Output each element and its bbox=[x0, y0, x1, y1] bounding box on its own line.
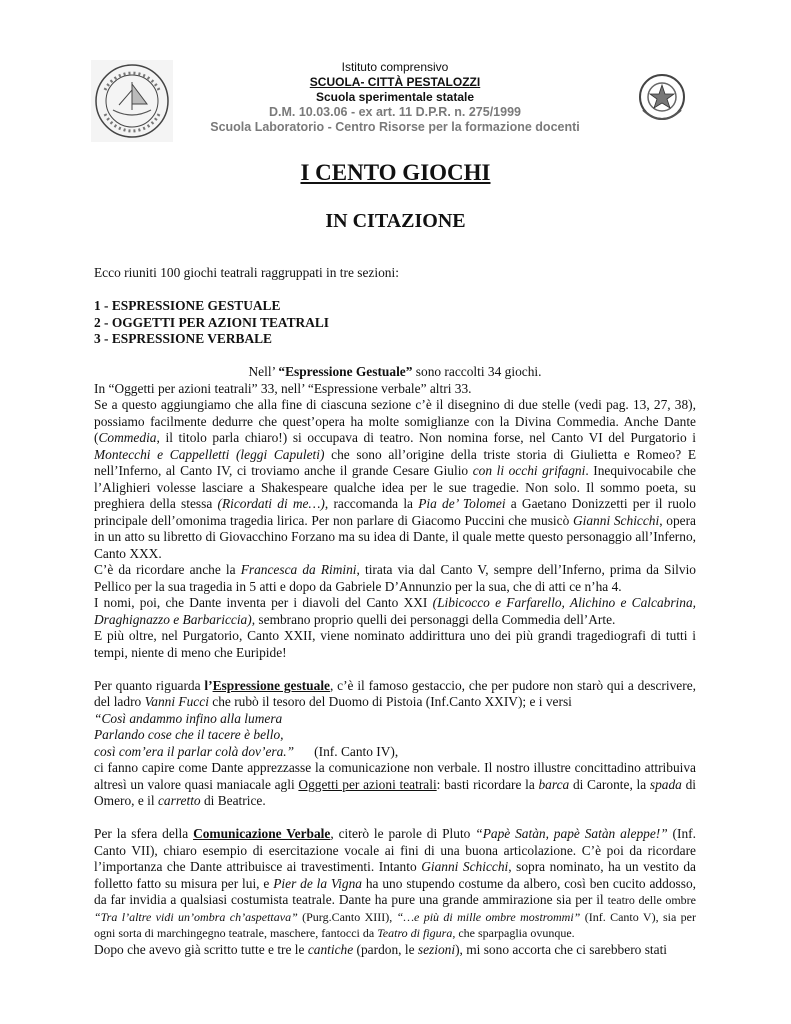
paragraph-devils: I nomi, poi, che Dante inventa per i diavoli del Canto XXI (Libicocco e Farfarello, Alichino e Calcabrina, Draghignazzo e Barbariccia), sembrano proprio quelli dei personaggi della Commedia dell’Arte. bbox=[94, 595, 696, 627]
paragraph-dante-theatre: Se a questo aggiungiamo che alla fine di ciascuna sezione c’è il disegnino di due stelle (vedi pag. 13, 27, 38), possiamo facilmente dedurre che quest’opera ha molte somiglianze con la Divina Commedia. Anche Dante (Commedia, il titolo parla chiaro!) si occupava di teatro. Non nomina forse, nel Canto VI del Purgatorio i Montecchi e Cappelletti (leggi Capuleti) che sono all’origine della triste storia di Giulietta e Romeo? E nell’Inferno, al Canto IV, ci troviamo anche il grande Cesare Giulio con li occhi grifagni. Inequivocabile che l’Alighieri volesse lasciare a Shakespeare qualche idea per le sue tragedie. Non solo. Il sommo poeta, su preghiera della stessa (Ricordati di me…), raccomanda la Pia de’ Tolomei a Gaetano Donizzetti per il ruolo principale dell’omonima tragedia lirica. Per non parlare di Giacomo Puccini che musicò Gianni Schicchi, opera in un atto su libretto di Giovacchino Forzano ma su idea di Dante, il quale mette questo personaggio all’Inferno, Canto XXX. bbox=[94, 397, 696, 561]
document-body bbox=[94, 265, 696, 958]
paragraph-euripide: E più oltre, nel Purgatorio, Canto XXII, viene nominato addirittura uno dei più grandi tragediografi di tutti i tempi, niente di meno che Euripide! bbox=[94, 628, 696, 660]
paragraph-gestural: Per quanto riguarda l’Espressione gestuale, c’è il famoso gestaccio, che per pudore non starò qui a descrivere, del ladro Vanni Fucci che rubò il tesoro del Duomo di Pistoia (Inf.Canto XXIV); e i versi bbox=[94, 677, 696, 709]
document-subtitle: IN CITAZIONE bbox=[325, 210, 466, 232]
header-school-type: Scuola sperimentale statale bbox=[315, 90, 475, 104]
header-institute: Istituto comprensivo bbox=[341, 60, 449, 74]
paragraph-objects: ci fanno capire come Dante apprezzasse la comunicazione non verbale. Il nostro illustre concittadino attribuiva altresì un valore quasi maniacale agli Oggetti per azioni teatrali: basti ricordare la barca di Caronte, la spada di Omero, e il carretto di Beatrice. bbox=[94, 760, 696, 808]
paragraph-verbal: Per la sfera della Comunicazione Verbale, citerò le parole di Pluto “Papè Satàn, papè Satàn aleppe!” (Inf. Canto VII), chiaro esempio di esercitazione vocale ai fini di una buona articolazione. C’è poi da ricordare l’importanza che Dante attribuisce ai travestimenti. Intanto Gianni Schicchi, sopra nominato, ha un vestito da folletto fatto su misura per lui, e Pier de la Vigna ha uno stupendo costume da albero, così ben cucito addosso, da far invidia a qualsiasi costumista teatrale. Dante ha pure una grande ammirazione sia per il teatro delle ombre “Tra l’altre vidi un’ombra ch’aspettava” (Purg.Canto XIII), “…e più di mille ombre mostrommi” (Inf. Canto V), sia per ogni sorta di marchingegno teatrale, maschere, fantocci da Teatro di figura, che sparpaglia ovunque. bbox=[94, 826, 696, 940]
section-item: 2 - OGGETTI PER AZIONI TEATRALI bbox=[94, 314, 330, 330]
games-count-line-2: In “Oggetti per azioni teatrali” 33, nell’ “Espressione verbale” altri 33. bbox=[94, 380, 472, 396]
header-school-name: SCUOLA- CITTÀ PESTALOZZI bbox=[309, 75, 481, 89]
document-title: I CENTO GIOCHI bbox=[300, 160, 491, 185]
intro-line: Ecco riuniti 100 giochi teatrali raggruppati in tre sezioni: bbox=[94, 265, 399, 280]
verse-line: “Così andammo infino alla lumera bbox=[94, 710, 283, 726]
header-lab: Scuola Laboratorio - Centro Risorse per la formazione docenti bbox=[210, 120, 580, 134]
header-decree: D.M. 10.03.06 - ex art. 11 D.P.R. n. 275/1999 bbox=[268, 105, 521, 119]
verse-line: così com’era il parlar colà dov’era.” (Inf. Canto IV), bbox=[94, 743, 399, 759]
games-count-line: Nell’ “Espressione Gestuale” sono raccolti 34 giochi. bbox=[248, 364, 542, 379]
paragraph-last-line: Dopo che avevo già scritto tutte e tre le cantiche (pardon, le sezioni), mi sono accorta che ci sarebbero stati bbox=[94, 941, 668, 957]
paragraph-francesca: C’è da ricordare anche la Francesca da Rimini, tirata via dal Canto V, sempre dell’Inferno, prima da Silvio Pellico per la sua tragedia in 5 atti e dopo da Gabriele D’Annunzio per la sua, che di atti ce n’ha 4. bbox=[94, 562, 697, 594]
italian-republic-emblem bbox=[637, 70, 687, 125]
section-item: 3 - ESPRESSIONE VERBALE bbox=[94, 331, 272, 346]
verse-line: Parlando cose che il tacere è bello, bbox=[94, 727, 284, 742]
section-item: 1 - ESPRESSIONE GESTUALE bbox=[94, 298, 281, 313]
